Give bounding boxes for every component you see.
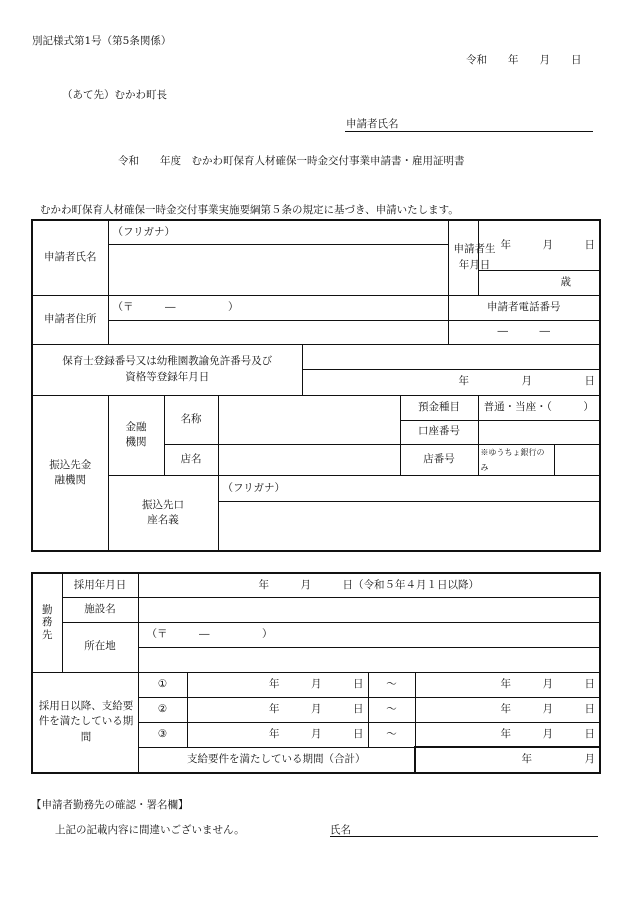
phone-field[interactable]: ― ― bbox=[448, 320, 600, 344]
date-line: 令和 年 月 日 bbox=[466, 54, 582, 66]
period-separator: ～ bbox=[368, 722, 415, 747]
period-row-no: ② bbox=[138, 697, 187, 722]
address-label: 申請者住所 bbox=[32, 295, 108, 344]
phone-label: 申請者電話番号 bbox=[448, 295, 600, 320]
intro-text: むかわ町保育人材確保一時金交付事業実施要綱第５条の規定に基づき、申請いたします。 bbox=[40, 204, 459, 216]
location-field[interactable] bbox=[138, 647, 600, 672]
bank-name-field[interactable] bbox=[218, 395, 400, 444]
birth-date-field[interactable]: 年 月 日 bbox=[478, 220, 600, 270]
account-number-label: 口座番号 bbox=[400, 420, 478, 444]
signer-name-label: 氏名 bbox=[330, 824, 351, 836]
addressee: （あて先）むかわ町長 bbox=[62, 89, 167, 101]
branch-number-field[interactable] bbox=[554, 444, 600, 475]
institution-label: 金融機関 bbox=[108, 395, 164, 475]
hire-date-label: 採用年月日 bbox=[62, 573, 138, 597]
license-date-field[interactable]: 年 月 日 bbox=[302, 369, 600, 395]
facility-label: 施設名 bbox=[62, 597, 138, 622]
period-label: 採用日以降、支給要件を満たしている期間 bbox=[32, 672, 138, 773]
total-period-field[interactable]: 年 月 bbox=[415, 747, 600, 773]
account-holder-field[interactable] bbox=[218, 501, 600, 551]
form-title: 令和 年度 むかわ町保育人材確保一時金交付事業申請書・雇用証明書 bbox=[118, 155, 465, 167]
total-period-label: 支給要件を満たしている期間（合計） bbox=[138, 747, 415, 773]
license-label: 保育士登録番号又は幼稚園教諭免許番号及び資格等登録年月日 bbox=[32, 344, 302, 395]
confirmation-statement: 上記の記載内容に間違いございません。 bbox=[55, 824, 245, 836]
period-to-field[interactable]: 年 月 日 bbox=[415, 697, 600, 722]
period-to-field[interactable]: 年 月 日 bbox=[415, 672, 600, 697]
holder-furigana-label: （フリガナ） bbox=[218, 475, 600, 501]
deposit-type-label: 預金種目 bbox=[400, 395, 478, 420]
license-number-field[interactable] bbox=[302, 344, 600, 369]
signer-name-line[interactable] bbox=[330, 836, 598, 837]
period-from-field[interactable]: 年 月 日 bbox=[187, 672, 368, 697]
applicant-name-line[interactable] bbox=[345, 131, 593, 132]
account-number-field[interactable] bbox=[478, 420, 600, 444]
hire-date-field[interactable]: 年 月 日（令和５年４月１日以降） bbox=[138, 573, 600, 597]
account-holder-label: 振込先口座名義 bbox=[108, 475, 218, 551]
period-to-field[interactable]: 年 月 日 bbox=[415, 722, 600, 747]
address-field[interactable] bbox=[108, 320, 448, 344]
birth-label: 申請者生年月日 bbox=[448, 220, 478, 295]
applicant-name-label: 申請者氏名 bbox=[346, 118, 399, 130]
branch-number-note: ※ゆうちょ銀行のみ bbox=[478, 444, 554, 475]
bank-name-label: 名称 bbox=[164, 395, 218, 444]
period-row-no: ③ bbox=[138, 722, 187, 747]
postal-field[interactable]: （〒 ― ） bbox=[108, 295, 448, 320]
period-from-field[interactable]: 年 月 日 bbox=[187, 697, 368, 722]
period-row-no: ① bbox=[138, 672, 187, 697]
location-label: 所在地 bbox=[62, 622, 138, 672]
branch-label: 店名 bbox=[164, 444, 218, 475]
period-separator: ～ bbox=[368, 672, 415, 697]
period-separator: ～ bbox=[368, 697, 415, 722]
deposit-type-field[interactable]: 普通・当座・（ ） bbox=[478, 395, 600, 420]
confirmation-heading: 【申請者勤務先の確認・署名欄】 bbox=[31, 799, 189, 811]
form-number: 別記様式第1号（第5条関係） bbox=[32, 35, 172, 47]
location-postal-field[interactable]: （〒 ― ） bbox=[138, 622, 600, 647]
bank-section-label: 振込先金融機関 bbox=[32, 395, 108, 551]
facility-field[interactable] bbox=[138, 597, 600, 622]
age-field[interactable]: 歳 bbox=[478, 270, 600, 295]
branch-number-label: 店番号 bbox=[400, 444, 478, 475]
workplace-table bbox=[31, 572, 601, 774]
branch-field[interactable] bbox=[218, 444, 400, 475]
workplace-section-label: 勤務先 bbox=[32, 573, 62, 672]
period-from-field[interactable]: 年 月 日 bbox=[187, 722, 368, 747]
application-table bbox=[31, 219, 601, 552]
applicant-name-label-cell: 申請者氏名 bbox=[32, 220, 108, 295]
furigana-label: （フリガナ） bbox=[108, 220, 448, 244]
applicant-name-field[interactable] bbox=[108, 244, 448, 295]
